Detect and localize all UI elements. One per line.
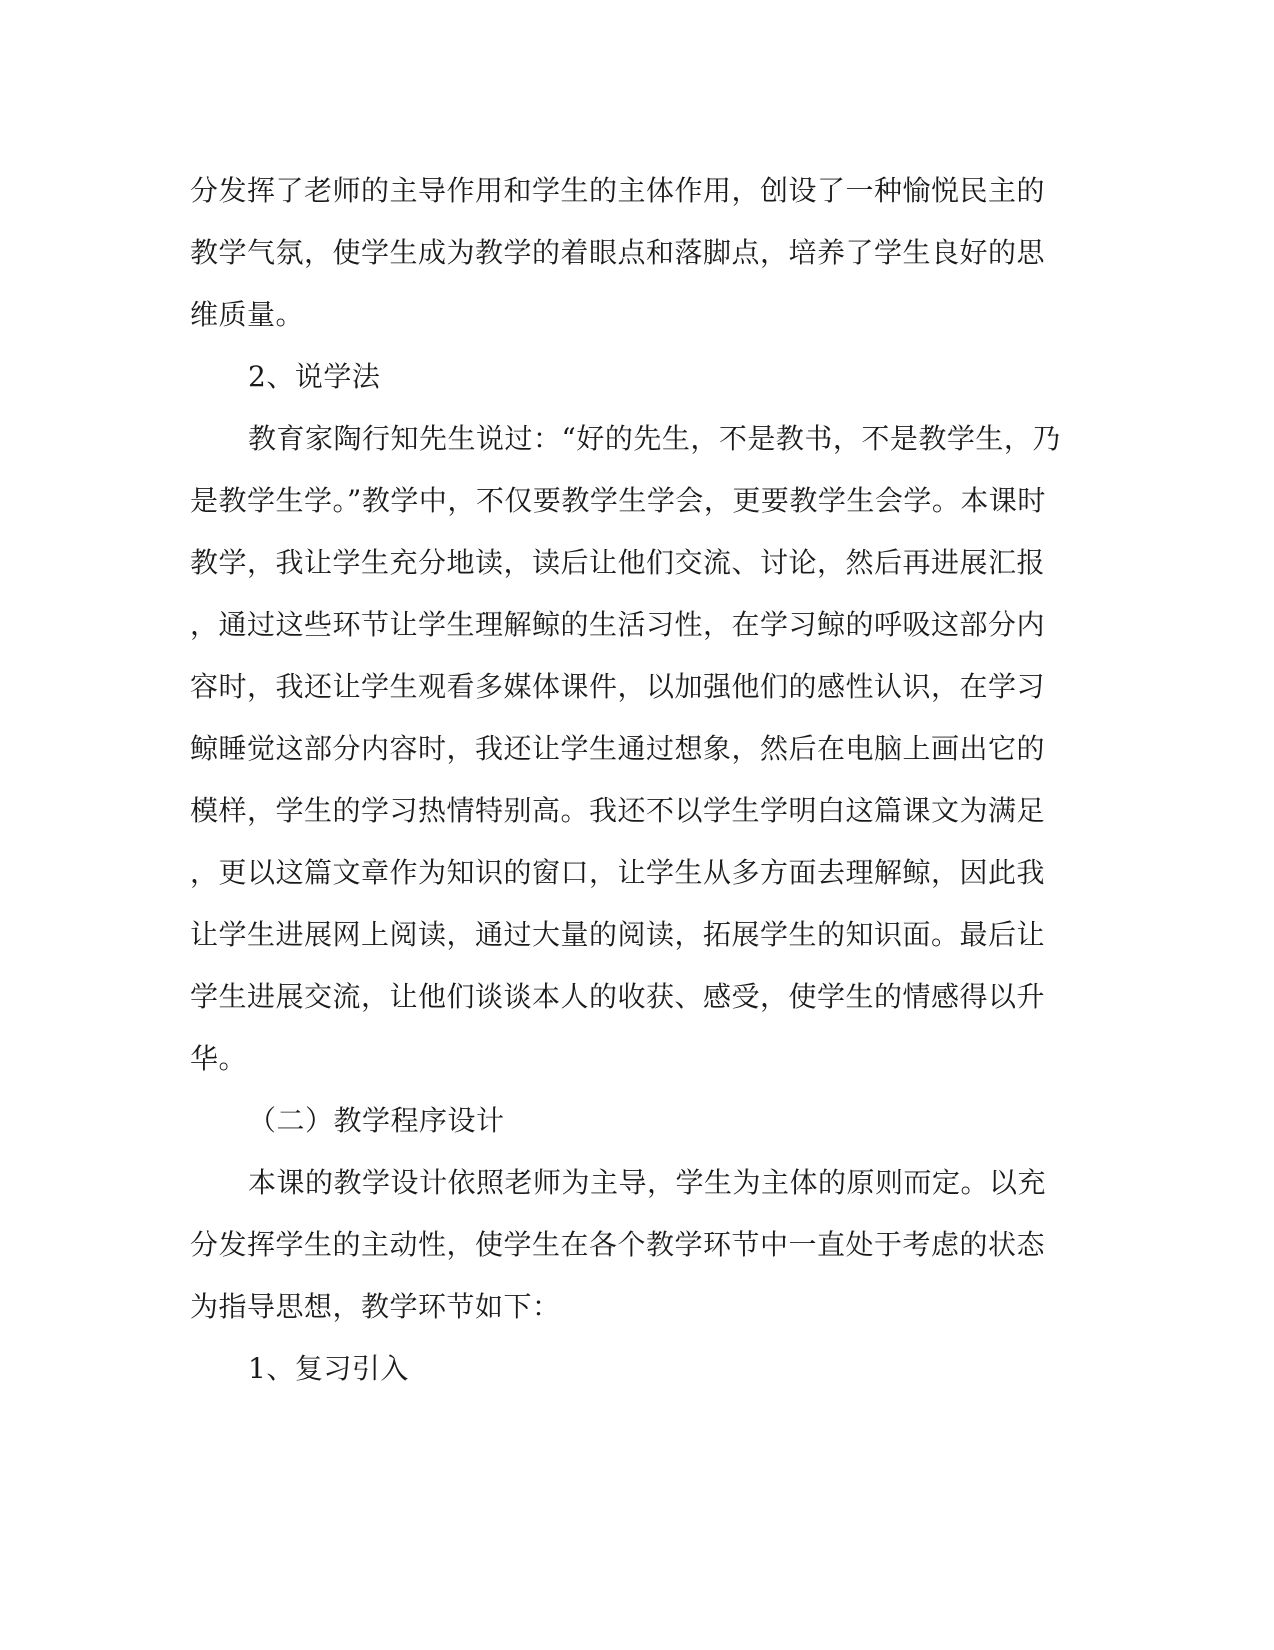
section-heading: 1、复习引入: [248, 1352, 409, 1385]
text-line: 让学生进展网上阅读，通过大量的阅读，拓展学生的知识面。最后让: [190, 918, 1046, 951]
text-line: 本课的教学设计依照老师为主导，学生为主体的原则而定。以充: [248, 1166, 1047, 1199]
text-line: 学生进展交流，让他们谈谈本人的收获、感受，使学生的情感得以升: [190, 980, 1046, 1013]
text-line: 容时，我还让学生观看多媒体课件，以加强他们的感性认识，在学习: [190, 670, 1046, 703]
text-line: 为指导思想，教学环节如下：: [190, 1290, 561, 1323]
text-line: 分发挥学生的主动性，使学生在各个教学环节中一直处于考虑的状态: [190, 1228, 1046, 1261]
text-line: 分发挥了老师的主导作用和学生的主体作用，创设了一种愉悦民主的: [190, 174, 1046, 207]
text-line: 模样，学生的学习热情特别高。我还不以学生学明白这篇课文为满足: [190, 794, 1046, 827]
section-heading: （二）教学程序设计: [248, 1104, 505, 1137]
text-line: 是教学生学。”教学中，不仅要教学生学会，更要教学生会学。本课时: [190, 484, 1046, 517]
text-line: 维质量。: [190, 298, 305, 331]
text-line: ，更以这篇文章作为知识的窗口，让学生从多方面去理解鲸，因此我: [190, 856, 1046, 889]
text-line: 鲸睡觉这部分内容时，我还让学生通过想象，然后在电脑上画出它的: [190, 732, 1046, 765]
text-line: 华。: [190, 1042, 248, 1075]
text-line: ，通过这些环节让学生理解鲸的生活习性，在学习鲸的呼吸这部分内: [190, 608, 1046, 641]
section-heading: 2、说学法: [248, 360, 381, 393]
text-line: 教育家陶行知先生说过：“好的先生，不是教书，不是教学生，乃: [248, 422, 1061, 455]
text-line: 教学气氛，使学生成为教学的着眼点和落脚点，培养了学生良好的思: [190, 236, 1046, 269]
text-line: 教学，我让学生充分地读，读后让他们交流、讨论，然后再进展汇报: [190, 546, 1046, 579]
